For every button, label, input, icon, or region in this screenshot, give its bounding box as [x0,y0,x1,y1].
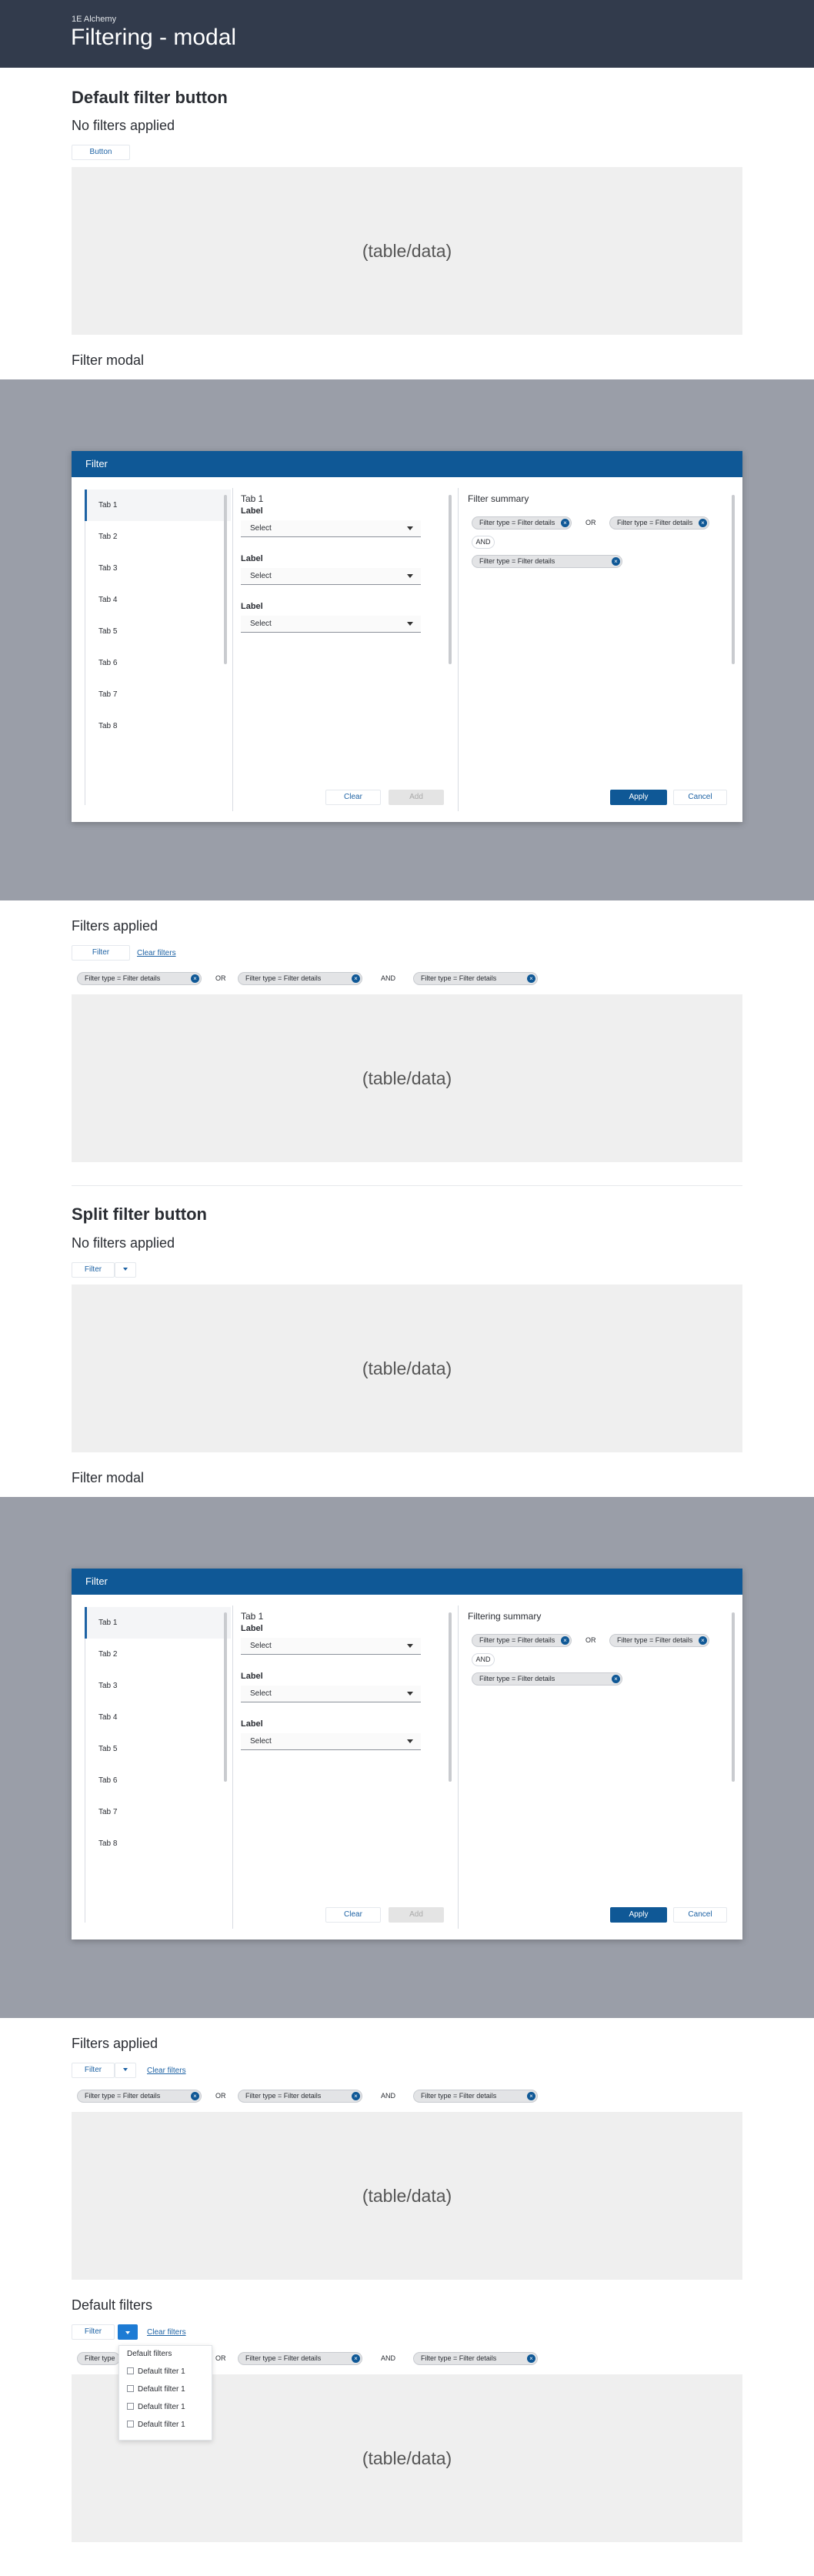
divider [458,1605,459,1929]
no-filters-label: No filters applied [72,1235,175,1251]
filter-chip: Filter type = Filter details × [77,2090,202,2103]
select-dropdown[interactable] [241,568,421,585]
remove-chip-icon[interactable]: × [352,2092,360,2100]
summary-title: Filtering summary [468,1611,542,1622]
or-operator: OR [585,1636,596,1644]
select-dropdown[interactable] [241,1686,421,1702]
remove-chip-icon[interactable]: × [561,1636,569,1645]
tab-6[interactable]: Tab 6 [98,659,118,667]
section-title-default: Default filter button [72,88,228,107]
select-value: Select [250,620,272,628]
default-filter-option[interactable]: Default filter 1 [127,2385,185,2394]
split-filter-button[interactable]: Filter [72,2063,115,2078]
tab-7[interactable]: Tab 7 [98,690,118,699]
filter-chip: Filter type = Filter details × [77,972,202,985]
default-filters-dropdown [118,2345,212,2441]
select-value: Select [250,1689,272,1698]
remove-chip-icon[interactable]: × [352,974,360,983]
clear-filters-link[interactable]: Clear filters [147,2066,186,2075]
modal-title: Filter [72,451,742,477]
split-filter-dropdown[interactable] [115,1262,136,1278]
remove-chip-icon[interactable]: × [191,2092,199,2100]
tab-5[interactable]: Tab 5 [98,627,118,636]
filter-chip: Filter type = Filter details × [609,516,709,530]
table-placeholder: (table/data) [72,1285,742,1452]
remove-chip-icon[interactable]: × [191,974,199,983]
remove-chip-icon[interactable]: × [699,1636,707,1645]
default-filters-label: Default filters [72,2297,153,2313]
filter-chip: Filter type = Filter details × [413,2352,538,2365]
and-operator: AND [472,536,495,549]
checkbox[interactable] [127,2385,134,2392]
table-placeholder: (table/data) [72,167,742,335]
select-dropdown[interactable] [241,1638,421,1655]
default-filter-option[interactable]: Default filter 1 [127,2421,185,2429]
apply-button[interactable]: Apply [610,790,667,805]
divider [232,1605,233,1929]
column-title: Tab 1 [241,493,264,504]
and-operator: AND [472,1653,495,1666]
tab-2[interactable]: Tab 2 [98,533,118,541]
filter-chip: Filter type = Filter details × [472,1672,622,1686]
divider [232,488,233,811]
select-value: Select [250,572,272,580]
page-title: Filtering - modal [71,25,237,50]
split-filter-dropdown[interactable] [115,2063,136,2078]
select-dropdown[interactable] [241,616,421,633]
field-label: Label [241,1672,263,1681]
tab-1[interactable]: Tab 1 [85,489,231,521]
add-button[interactable]: Add [389,790,444,805]
select-value: Select [250,1737,272,1746]
remove-chip-icon[interactable]: × [612,557,620,566]
filter-chip: Filter type = Filter details × [413,2090,538,2103]
fields-scrollbar[interactable] [449,1612,452,1782]
field-label: Label [241,1719,263,1729]
select-dropdown[interactable] [241,520,421,537]
chevron-down-icon [407,526,413,530]
filter-chip: Filter type [77,2352,120,2365]
chevron-down-icon [125,2331,130,2334]
table-placeholder: (table/data) [72,994,742,1162]
filter-chip: Filter type = Filter details × [238,2090,362,2103]
tab-3[interactable]: Tab 3 [98,564,118,573]
split-filter-dropdown-active[interactable] [118,2324,138,2340]
clear-button[interactable]: Clear [325,790,381,805]
field-label: Label [241,602,263,611]
chevron-down-icon [123,1268,128,1271]
or-operator: OR [585,519,596,526]
select-value: Select [250,1642,272,1650]
section-title-split: Split filter button [72,1204,207,1224]
filter-chip: Filter type = Filter details × [609,1634,709,1647]
tab-list [85,489,231,805]
section-divider [72,1185,742,1186]
checkbox[interactable] [127,2367,134,2374]
field-label: Label [241,506,263,516]
chevron-down-icon [407,574,413,578]
default-filter-option[interactable]: Default filter 1 [127,2403,185,2411]
tabs-scrollbar[interactable] [224,1612,227,1782]
remove-chip-icon[interactable]: × [612,1675,620,1683]
clear-button[interactable]: Clear [325,1907,381,1923]
remove-chip-icon[interactable]: × [527,2092,535,2100]
select-dropdown[interactable] [241,1733,421,1750]
remove-chip-icon[interactable]: × [352,2354,360,2363]
tab-8[interactable]: Tab 8 [98,722,118,730]
tab-list [85,1607,231,1923]
filter-chip: Filter type = Filter details × [238,2352,362,2365]
field-label: Label [241,1624,263,1633]
divider [458,488,459,811]
table-placeholder: (table/data) [72,2374,742,2542]
checkbox[interactable] [127,2421,134,2427]
tab-4[interactable]: Tab 4 [98,596,118,604]
filter-modal-label: Filter modal [72,352,145,368]
filter-chip: Filter type = Filter details × [413,972,538,985]
summary-scrollbar[interactable] [732,1612,735,1782]
chevron-down-icon [407,1739,413,1743]
clear-filters-link[interactable]: Clear filters [147,2328,186,2337]
fields-scrollbar[interactable] [449,495,452,664]
tab-8[interactable]: Tab 8 [98,1839,118,1848]
app-header [0,0,814,68]
apply-button[interactable]: Apply [610,1907,667,1923]
column-title: Tab 1 [241,1611,264,1622]
summary-title: Filter summary [468,493,529,504]
default-filter-option[interactable]: Default filter 1 [127,2367,185,2376]
modal-overlay [0,379,814,900]
split-filter-button[interactable]: Filter [72,2324,115,2340]
or-operator: OR [215,2092,226,2100]
tab-3[interactable]: Tab 3 [98,1682,118,1690]
remove-chip-icon[interactable]: × [561,519,569,527]
cancel-button[interactable]: Cancel [673,1907,727,1923]
filters-applied-label: Filters applied [72,2036,158,2051]
and-operator: AND [381,2092,396,2100]
and-operator: AND [381,974,396,982]
filter-chip: Filter type = Filter details × [472,1634,572,1647]
tab-2[interactable]: Tab 2 [98,1650,118,1659]
add-button[interactable]: Add [389,1907,444,1923]
modal-title: Filter [72,1569,742,1595]
chevron-down-icon [407,622,413,626]
filter-modal [72,1569,742,1940]
checkbox[interactable] [127,2403,134,2410]
and-operator: AND [381,2354,396,2362]
no-filters-label: No filters applied [72,118,175,133]
dropdown-header: Default filters [127,2350,172,2358]
filter-button[interactable]: Button [72,145,130,160]
app-subtitle: 1E Alchemy [72,15,117,24]
or-operator: OR [215,974,226,982]
tab-1[interactable]: Tab 1 [85,1607,231,1639]
filter-chip: Filter type = Filter details × [472,516,572,530]
modal-overlay [0,1497,814,2018]
filter-chip: Filter type = Filter details × [238,972,362,985]
chevron-down-icon [407,1644,413,1648]
summary-scrollbar[interactable] [732,495,735,664]
chevron-down-icon [407,1692,413,1696]
tab-5[interactable]: Tab 5 [98,1745,118,1753]
filter-modal [72,451,742,822]
split-filter-button[interactable]: Filter [72,1262,115,1278]
filter-modal-label: Filter modal [72,1470,145,1485]
table-placeholder: (table/data) [72,2112,742,2280]
select-value: Select [250,524,272,533]
tabs-scrollbar[interactable] [224,495,227,664]
cancel-button[interactable]: Cancel [673,790,727,805]
chevron-down-icon [123,2068,128,2071]
filters-applied-label: Filters applied [72,918,158,934]
tab-7[interactable]: Tab 7 [98,1808,118,1816]
clear-filters-link[interactable]: Clear filters [137,949,176,957]
field-label: Label [241,554,263,563]
tab-4[interactable]: Tab 4 [98,1713,118,1722]
remove-chip-icon[interactable]: × [699,519,707,527]
remove-chip-icon[interactable]: × [527,2354,535,2363]
filter-button[interactable]: Filter [72,945,130,961]
or-operator: OR [215,2354,226,2362]
remove-chip-icon[interactable]: × [527,974,535,983]
tab-6[interactable]: Tab 6 [98,1776,118,1785]
filter-chip: Filter type = Filter details × [472,555,622,568]
